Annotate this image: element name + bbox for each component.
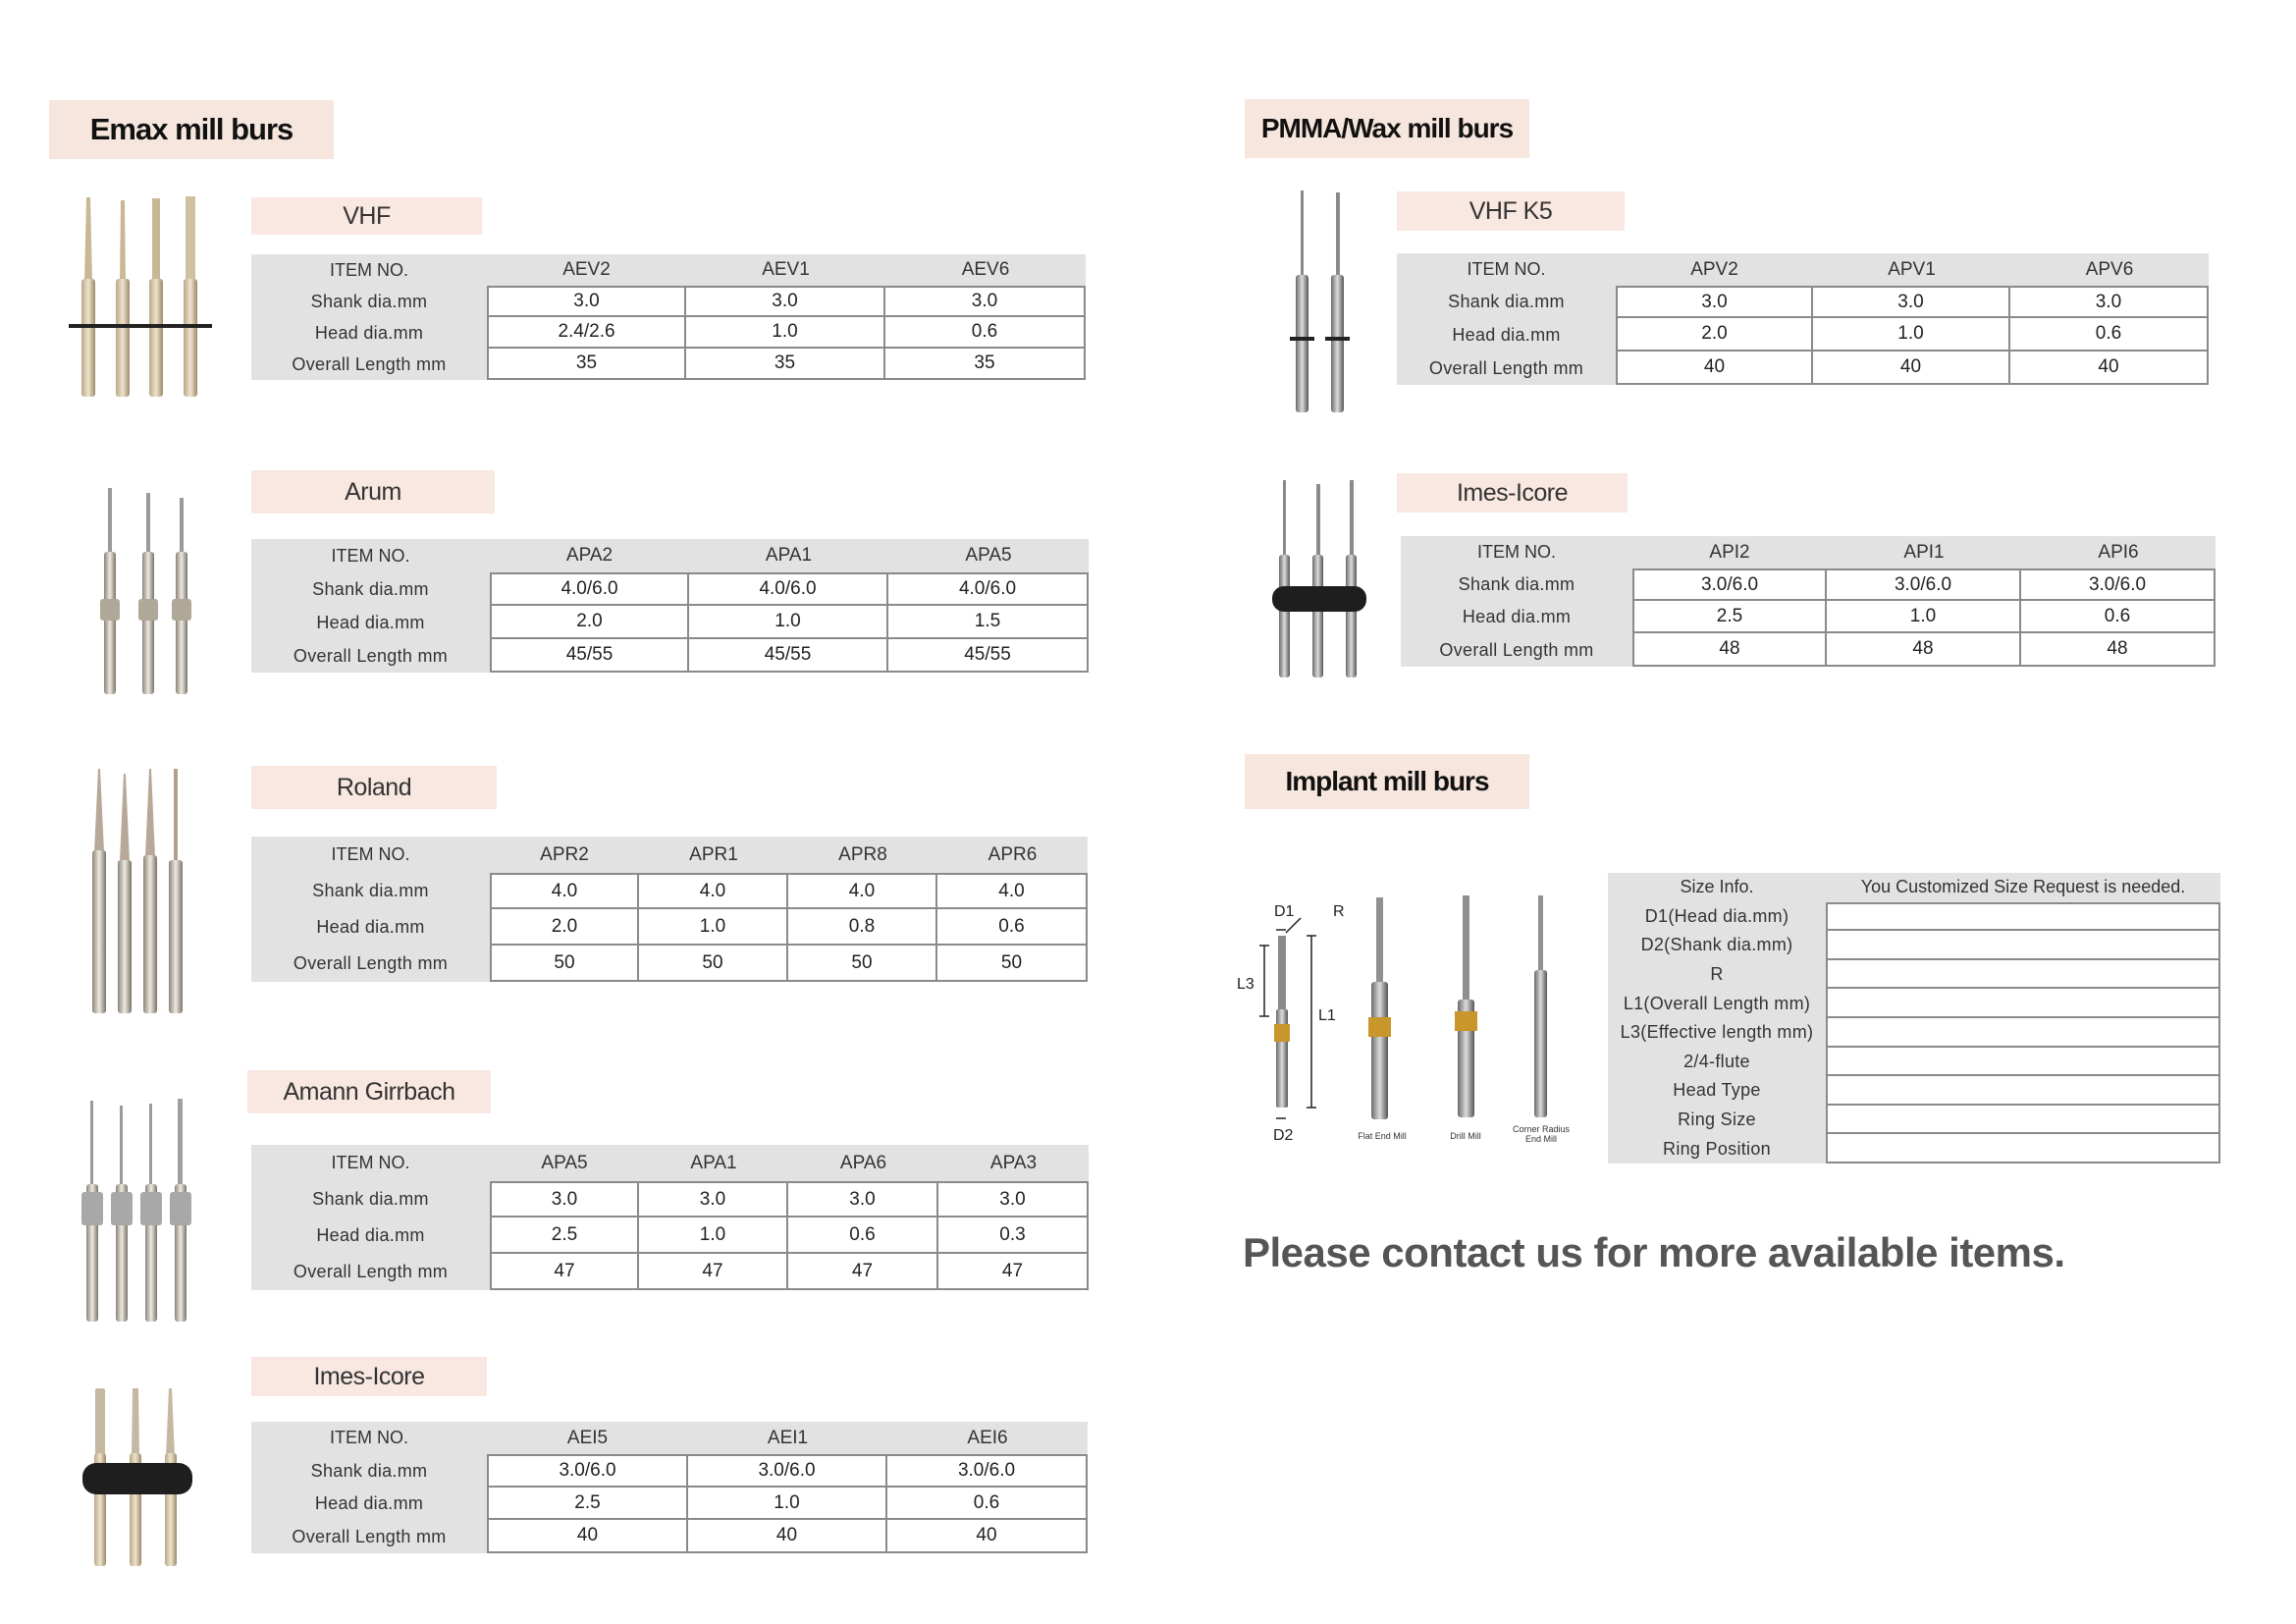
item-no: APR2 xyxy=(490,837,639,873)
diagram-label-r: R xyxy=(1333,903,1345,920)
item-no: AEV2 xyxy=(487,254,686,286)
imes-icore-emax-burs-photo xyxy=(79,1384,196,1571)
brand-label-vhf-k5: VHF K5 xyxy=(1397,191,1625,231)
size-row-label: Ring Position xyxy=(1608,1134,1826,1164)
shank-value: 3.0 xyxy=(885,286,1086,317)
length-value: 47 xyxy=(639,1254,788,1290)
section-title-emax: Emax mill burs xyxy=(49,100,334,159)
length-value: 45/55 xyxy=(888,639,1089,673)
shank-value: 4.0 xyxy=(937,873,1088,909)
diagram-label-l1: L1 xyxy=(1318,1007,1336,1024)
length-value: 35 xyxy=(487,349,686,380)
row-label-shank: Shank dia.mm xyxy=(251,873,490,909)
shank-value: 3.0/6.0 xyxy=(688,1454,887,1488)
size-info-header: Size Info. xyxy=(1608,873,1826,902)
length-value: 50 xyxy=(639,946,788,982)
spec-table-vhf-k5 xyxy=(1397,253,2209,385)
head-value: 1.0 xyxy=(639,1218,788,1254)
item-no: API2 xyxy=(1632,536,1827,568)
length-value: 40 xyxy=(887,1520,1088,1553)
row-label-head: Head dia.mm xyxy=(251,317,487,349)
section-title-pmma: PMMA/Wax mill burs xyxy=(1245,99,1529,158)
length-value: 50 xyxy=(937,946,1088,982)
item-no: AEI6 xyxy=(887,1422,1088,1454)
row-label-head: Head dia.mm xyxy=(1401,601,1632,633)
size-row-value xyxy=(1826,1134,2220,1164)
brand-label-amann-girrbach: Amann Girrbach xyxy=(247,1070,491,1113)
row-label-length: Overall Length mm xyxy=(251,1254,490,1290)
spec-table-vhf xyxy=(251,254,1086,380)
length-value: 40 xyxy=(688,1520,887,1553)
spec-table-imes-icore-pmma xyxy=(1401,536,2216,667)
diagram-label-l3: L3 xyxy=(1237,976,1255,993)
row-label-item: ITEM NO. xyxy=(251,1145,490,1181)
spec-table-amann-girrbach xyxy=(251,1145,1089,1290)
length-value: 35 xyxy=(686,349,885,380)
roland-burs-photo xyxy=(86,764,194,1019)
length-value: 40 xyxy=(2010,352,2209,385)
imes-icore-pmma-burs-photo xyxy=(1270,476,1368,682)
item-no: AEI5 xyxy=(487,1422,688,1454)
row-label-item: ITEM NO. xyxy=(251,1422,487,1454)
row-label-length: Overall Length mm xyxy=(1401,633,1632,667)
row-label-head: Head dia.mm xyxy=(251,606,490,639)
size-row-label: L1(Overall Length mm) xyxy=(1608,989,1826,1018)
caption-corner-radius-end-mill: Corner Radius End Mill xyxy=(1512,1124,1571,1144)
head-value: 0.6 xyxy=(788,1218,938,1254)
spec-table-imes-icore-emax xyxy=(251,1422,1088,1553)
length-value: 50 xyxy=(490,946,639,982)
head-value: 2.5 xyxy=(490,1218,639,1254)
shank-value: 3.0/6.0 xyxy=(1632,568,1827,601)
head-value: 2.5 xyxy=(487,1488,688,1520)
length-value: 50 xyxy=(788,946,937,982)
item-no: AEV1 xyxy=(686,254,885,286)
size-row-label: Head Type xyxy=(1608,1076,1826,1106)
item-no: APA5 xyxy=(490,1145,639,1181)
item-no: AEV6 xyxy=(885,254,1086,286)
shank-value: 4.0 xyxy=(788,873,937,909)
item-no: APV2 xyxy=(1616,253,1813,286)
brand-label-imes-icore-emax: Imes-Icore xyxy=(251,1357,487,1396)
row-label-length: Overall Length mm xyxy=(251,946,490,982)
length-value: 45/55 xyxy=(490,639,689,673)
item-no: APA5 xyxy=(888,539,1089,572)
length-value: 40 xyxy=(1616,352,1813,385)
caption-flat-end-mill: Flat End Mill xyxy=(1358,1131,1407,1141)
brand-label-arum: Arum xyxy=(251,470,495,514)
item-no: APR8 xyxy=(788,837,937,873)
row-label-shank: Shank dia.mm xyxy=(251,1454,487,1488)
size-row-value xyxy=(1826,1048,2220,1077)
shank-value: 3.0 xyxy=(938,1181,1089,1218)
item-no: API1 xyxy=(1827,536,2021,568)
row-label-item: ITEM NO. xyxy=(1397,253,1616,286)
head-value: 1.5 xyxy=(888,606,1089,639)
spec-table-arum xyxy=(251,539,1089,673)
item-no: APV6 xyxy=(2010,253,2209,286)
head-value: 0.6 xyxy=(885,317,1086,349)
head-value: 2.0 xyxy=(490,606,689,639)
length-value: 48 xyxy=(2021,633,2216,667)
brand-label-imes-icore-pmma: Imes-Icore xyxy=(1397,473,1628,513)
head-value: 0.6 xyxy=(887,1488,1088,1520)
item-no: APA6 xyxy=(788,1145,938,1181)
shank-value: 4.0 xyxy=(639,873,788,909)
item-no: APA3 xyxy=(938,1145,1089,1181)
head-value: 2.4/2.6 xyxy=(487,317,686,349)
row-label-head: Head dia.mm xyxy=(1397,318,1616,352)
shank-value: 3.0/6.0 xyxy=(2021,568,2216,601)
length-value: 48 xyxy=(1632,633,1827,667)
item-no: APA1 xyxy=(639,1145,788,1181)
shank-value: 4.0/6.0 xyxy=(689,572,888,606)
length-value: 45/55 xyxy=(689,639,888,673)
size-row-label: R xyxy=(1608,960,1826,990)
drill-mill-photo xyxy=(1436,892,1495,1122)
diagram-label-d1: D1 xyxy=(1274,903,1295,920)
size-row-label: L3(Effective length mm) xyxy=(1608,1018,1826,1048)
head-value: 0.6 xyxy=(2021,601,2216,633)
row-label-length: Overall Length mm xyxy=(251,639,490,673)
head-value: 0.8 xyxy=(788,909,937,946)
shank-value: 4.0 xyxy=(490,873,639,909)
shank-value: 3.0 xyxy=(487,286,686,317)
shank-value: 3.0/6.0 xyxy=(1827,568,2021,601)
row-label-length: Overall Length mm xyxy=(251,349,487,380)
item-no: APV1 xyxy=(1813,253,2010,286)
row-label-head: Head dia.mm xyxy=(251,1218,490,1254)
row-label-shank: Shank dia.mm xyxy=(251,572,490,606)
length-value: 47 xyxy=(938,1254,1089,1290)
head-value: 1.0 xyxy=(686,317,885,349)
head-value: 2.0 xyxy=(1616,318,1813,352)
length-value: 48 xyxy=(1827,633,2021,667)
shank-value: 3.0 xyxy=(1813,286,2010,318)
item-no: APA1 xyxy=(689,539,888,572)
length-value: 47 xyxy=(788,1254,938,1290)
size-row-label: Ring Size xyxy=(1608,1106,1826,1135)
size-row-value xyxy=(1826,1106,2220,1135)
size-row-label: D1(Head dia.mm) xyxy=(1608,902,1826,932)
amann-girrbach-burs-photo xyxy=(79,1096,196,1327)
length-value: 40 xyxy=(1813,352,2010,385)
row-label-shank: Shank dia.mm xyxy=(251,286,487,317)
row-label-shank: Shank dia.mm xyxy=(1397,286,1616,318)
row-label-length: Overall Length mm xyxy=(1397,352,1616,385)
head-value: 1.0 xyxy=(1827,601,2021,633)
shank-value: 3.0 xyxy=(2010,286,2209,318)
item-no: APR1 xyxy=(639,837,788,873)
brand-label-roland: Roland xyxy=(251,766,497,809)
contact-message: Please contact us for more available items. xyxy=(1243,1229,2065,1275)
spec-table-roland xyxy=(251,837,1088,982)
head-value: 0.6 xyxy=(937,909,1088,946)
brand-label-vhf: VHF xyxy=(251,197,482,235)
shank-value: 3.0/6.0 xyxy=(487,1454,688,1488)
head-value: 2.5 xyxy=(1632,601,1827,633)
head-value: 0.6 xyxy=(2010,318,2209,352)
head-value: 1.0 xyxy=(639,909,788,946)
length-value: 40 xyxy=(487,1520,688,1553)
diagram-label-d2: D2 xyxy=(1273,1127,1294,1144)
row-label-head: Head dia.mm xyxy=(251,1488,487,1520)
size-row-value xyxy=(1826,1018,2220,1048)
vhf-k5-burs-photo xyxy=(1284,187,1362,417)
item-no: API6 xyxy=(2021,536,2216,568)
row-label-item: ITEM NO. xyxy=(251,539,490,572)
row-label-item: ITEM NO. xyxy=(251,837,490,873)
shank-value: 4.0/6.0 xyxy=(888,572,1089,606)
item-no: AEI1 xyxy=(688,1422,887,1454)
caption-drill-mill: Drill Mill xyxy=(1450,1131,1481,1141)
row-label-shank: Shank dia.mm xyxy=(1401,568,1632,601)
row-label-shank: Shank dia.mm xyxy=(251,1181,490,1218)
length-value: 47 xyxy=(490,1254,639,1290)
implant-dimension-diagram xyxy=(1232,898,1350,1154)
row-label-length: Overall Length mm xyxy=(251,1520,487,1553)
arum-burs-photo xyxy=(93,483,201,699)
row-label-item: ITEM NO. xyxy=(1401,536,1632,568)
section-title-implant: Implant mill burs xyxy=(1245,754,1529,809)
row-label-head: Head dia.mm xyxy=(251,909,490,946)
shank-value: 3.0 xyxy=(639,1181,788,1218)
size-row-value xyxy=(1826,1076,2220,1106)
corner-radius-end-mill-photo xyxy=(1522,892,1561,1122)
implant-size-table xyxy=(1608,873,2220,1164)
size-row-label: 2/4-flute xyxy=(1608,1048,1826,1077)
size-row-value xyxy=(1826,931,2220,960)
item-no: APR6 xyxy=(937,837,1088,873)
length-value: 35 xyxy=(885,349,1086,380)
size-row-value xyxy=(1826,989,2220,1018)
size-row-value xyxy=(1826,960,2220,990)
shank-value: 3.0/6.0 xyxy=(887,1454,1088,1488)
shank-value: 3.0 xyxy=(1616,286,1813,318)
head-value: 1.0 xyxy=(689,606,888,639)
row-label-item: ITEM NO. xyxy=(251,254,487,286)
vhf-burs-photo xyxy=(67,192,214,404)
shank-value: 3.0 xyxy=(490,1181,639,1218)
flat-end-mill-photo xyxy=(1350,893,1409,1124)
size-row-value xyxy=(1826,902,2220,932)
head-value: 1.0 xyxy=(1813,318,2010,352)
item-no: APA2 xyxy=(490,539,689,572)
shank-value: 4.0/6.0 xyxy=(490,572,689,606)
shank-value: 3.0 xyxy=(788,1181,938,1218)
shank-value: 3.0 xyxy=(686,286,885,317)
head-value: 0.3 xyxy=(938,1218,1089,1254)
head-value: 1.0 xyxy=(688,1488,887,1520)
custom-size-header: You Customized Size Request is needed. xyxy=(1826,873,2220,902)
head-value: 2.0 xyxy=(490,909,639,946)
size-row-label: D2(Shank dia.mm) xyxy=(1608,931,1826,960)
